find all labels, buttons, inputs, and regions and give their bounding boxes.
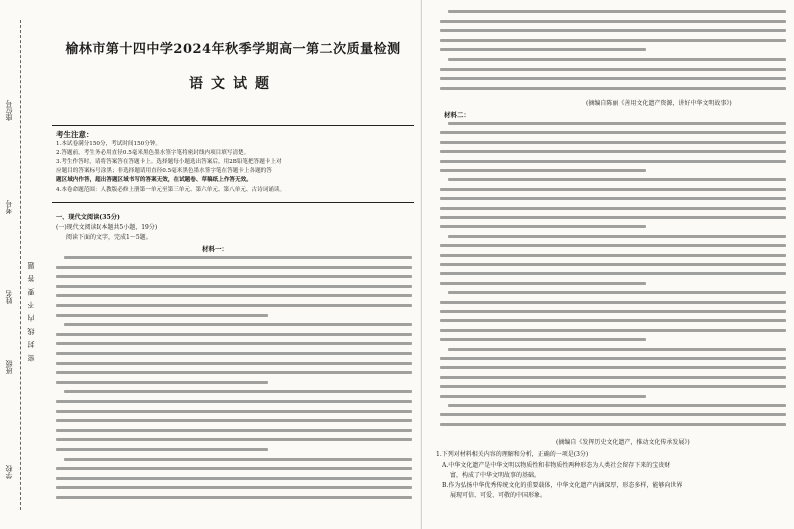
text-line (56, 362, 412, 365)
text-line (56, 429, 412, 432)
text-line (56, 438, 412, 441)
strip-label-seat: 座位号 (5, 100, 13, 121)
text-line (448, 122, 786, 125)
notice-line-2: 2.答题前，考生务必用直径0.5毫米黑色墨水签字笔将密封线内项目填写清楚。 (56, 150, 250, 156)
text-line (440, 207, 786, 210)
question-1: 1.下列对材料相关内容的理解和分析，正确的一项是(3分) (436, 451, 589, 458)
right-page (421, 0, 794, 529)
option-a-line-2: 富，构成了中华文明故事的基础。 (450, 472, 541, 479)
text-line (440, 319, 786, 322)
text-line (440, 225, 646, 228)
option-a-line-1: A.中华文化遗产是中华文明以物质性和非物质性两种形态为人类社会留存下来的宝贵财 (442, 462, 671, 469)
text-line (56, 333, 412, 336)
text-line (440, 310, 786, 313)
text-line (440, 357, 786, 360)
strip-label-school: 学校 (5, 465, 13, 479)
text-line (440, 338, 646, 341)
text-line (56, 342, 412, 345)
text-line (64, 390, 412, 393)
strip-label-exam-no: 考号 (5, 200, 13, 214)
text-line (56, 410, 412, 413)
text-line (440, 423, 786, 426)
text-line (56, 467, 412, 470)
option-b-line-1: B.作为弘扬中华优秀传统文化的重要载体，中华文化遗产内涵深厚，形态多样，能够向世界 (442, 482, 683, 489)
text-line (440, 254, 786, 257)
text-line (440, 366, 786, 369)
notice-box (52, 125, 414, 203)
text-line (56, 371, 412, 374)
text-line (440, 216, 786, 219)
binding-strip (0, 0, 42, 529)
notice-line-6: 4.本卷命题范围：人教版必修上册第一单元至第三单元、第六单元、第八单元、古诗词诵读。 (56, 187, 286, 193)
option-b-line-2: 展现可信、可爱、可敬的中国形象。 (450, 492, 547, 499)
text-line (440, 244, 786, 247)
text-line (440, 20, 786, 23)
text-line (64, 458, 412, 461)
text-line (440, 77, 786, 80)
text-line (448, 178, 786, 181)
text-line (440, 197, 786, 200)
text-line (440, 188, 786, 191)
text-line (440, 141, 786, 144)
notice-line-4: 应题目的答案标号涂黑；非选择题请用直径0.5毫米黑色墨水签字笔在答题卡上各题的答 (56, 168, 272, 174)
strip-label-name: 姓名 (5, 290, 13, 304)
text-line (56, 486, 412, 489)
notice-line-1: 1.本试卷满分150分，考试时间150分钟。 (56, 141, 162, 147)
text-line (448, 58, 786, 61)
text-line (440, 48, 646, 51)
text-line (56, 294, 412, 297)
text-line (440, 160, 786, 163)
text-line (448, 348, 786, 351)
notice-heading: 考生注意： (56, 130, 94, 139)
text-line (440, 131, 786, 134)
notice-line-5: 题区域内作答，超出答题区域书写的答案无效，在试题卷、草稿纸上作答无效。 (56, 177, 252, 183)
text-line (56, 266, 412, 269)
source-1: (摘编自陈丽《善用文化遗产资源，讲好中华文明故事》) (586, 100, 732, 107)
reading-instruction: 阅读下面的文字，完成1～5题。 (66, 234, 152, 241)
text-line (440, 39, 786, 42)
text-line (440, 272, 786, 275)
text-line (440, 395, 646, 398)
text-line (64, 323, 412, 326)
text-line (56, 400, 412, 403)
text-line (440, 68, 786, 71)
seal-warning: 密 封 线 内 不 要 答 题 (27, 260, 35, 362)
text-line (440, 263, 786, 266)
text-line (56, 275, 412, 278)
exam-subtitle: 语文试题 (189, 76, 277, 92)
text-line (448, 235, 786, 238)
text-line (448, 10, 786, 13)
text-line (440, 376, 786, 379)
text-line (440, 169, 646, 172)
text-line (440, 29, 786, 32)
text-line (56, 285, 412, 288)
text-line (440, 150, 786, 153)
seal-line (20, 20, 21, 510)
section-heading: 一、现代文阅读(35分) (56, 214, 120, 221)
text-line (56, 304, 412, 307)
subsection-heading: (一)现代文阅读Ⅰ(本题共5小题，19分) (56, 224, 158, 231)
text-line (440, 413, 786, 416)
text-line (440, 329, 786, 332)
text-line (440, 301, 786, 304)
text-line (56, 352, 412, 355)
text-line (448, 404, 786, 407)
text-line (440, 282, 646, 285)
text-line (56, 419, 412, 422)
notice-line-3: 3.考生作答时，请将答案答在答题卡上。选择题每小题选出答案后，用2B铅笔把答题卡上对 (56, 159, 282, 165)
text-line (448, 291, 786, 294)
material-2-label: 材料二： (444, 111, 470, 119)
text-line (56, 448, 268, 451)
text-line (64, 256, 412, 259)
text-line (56, 314, 268, 317)
source-2: (摘编自《发挥历史文化遗产，推动文化传承发展》) (556, 439, 690, 446)
text-line (56, 496, 412, 499)
material-1-label: 材料一： (202, 245, 228, 253)
exam-title: 榆林市第十四中学2024年秋季学期高一第二次质量检测 (65, 42, 401, 57)
text-line (56, 477, 412, 480)
text-line (440, 385, 786, 388)
strip-label-class: 班级 (5, 360, 13, 374)
text-line (56, 381, 268, 384)
text-line (440, 87, 786, 90)
